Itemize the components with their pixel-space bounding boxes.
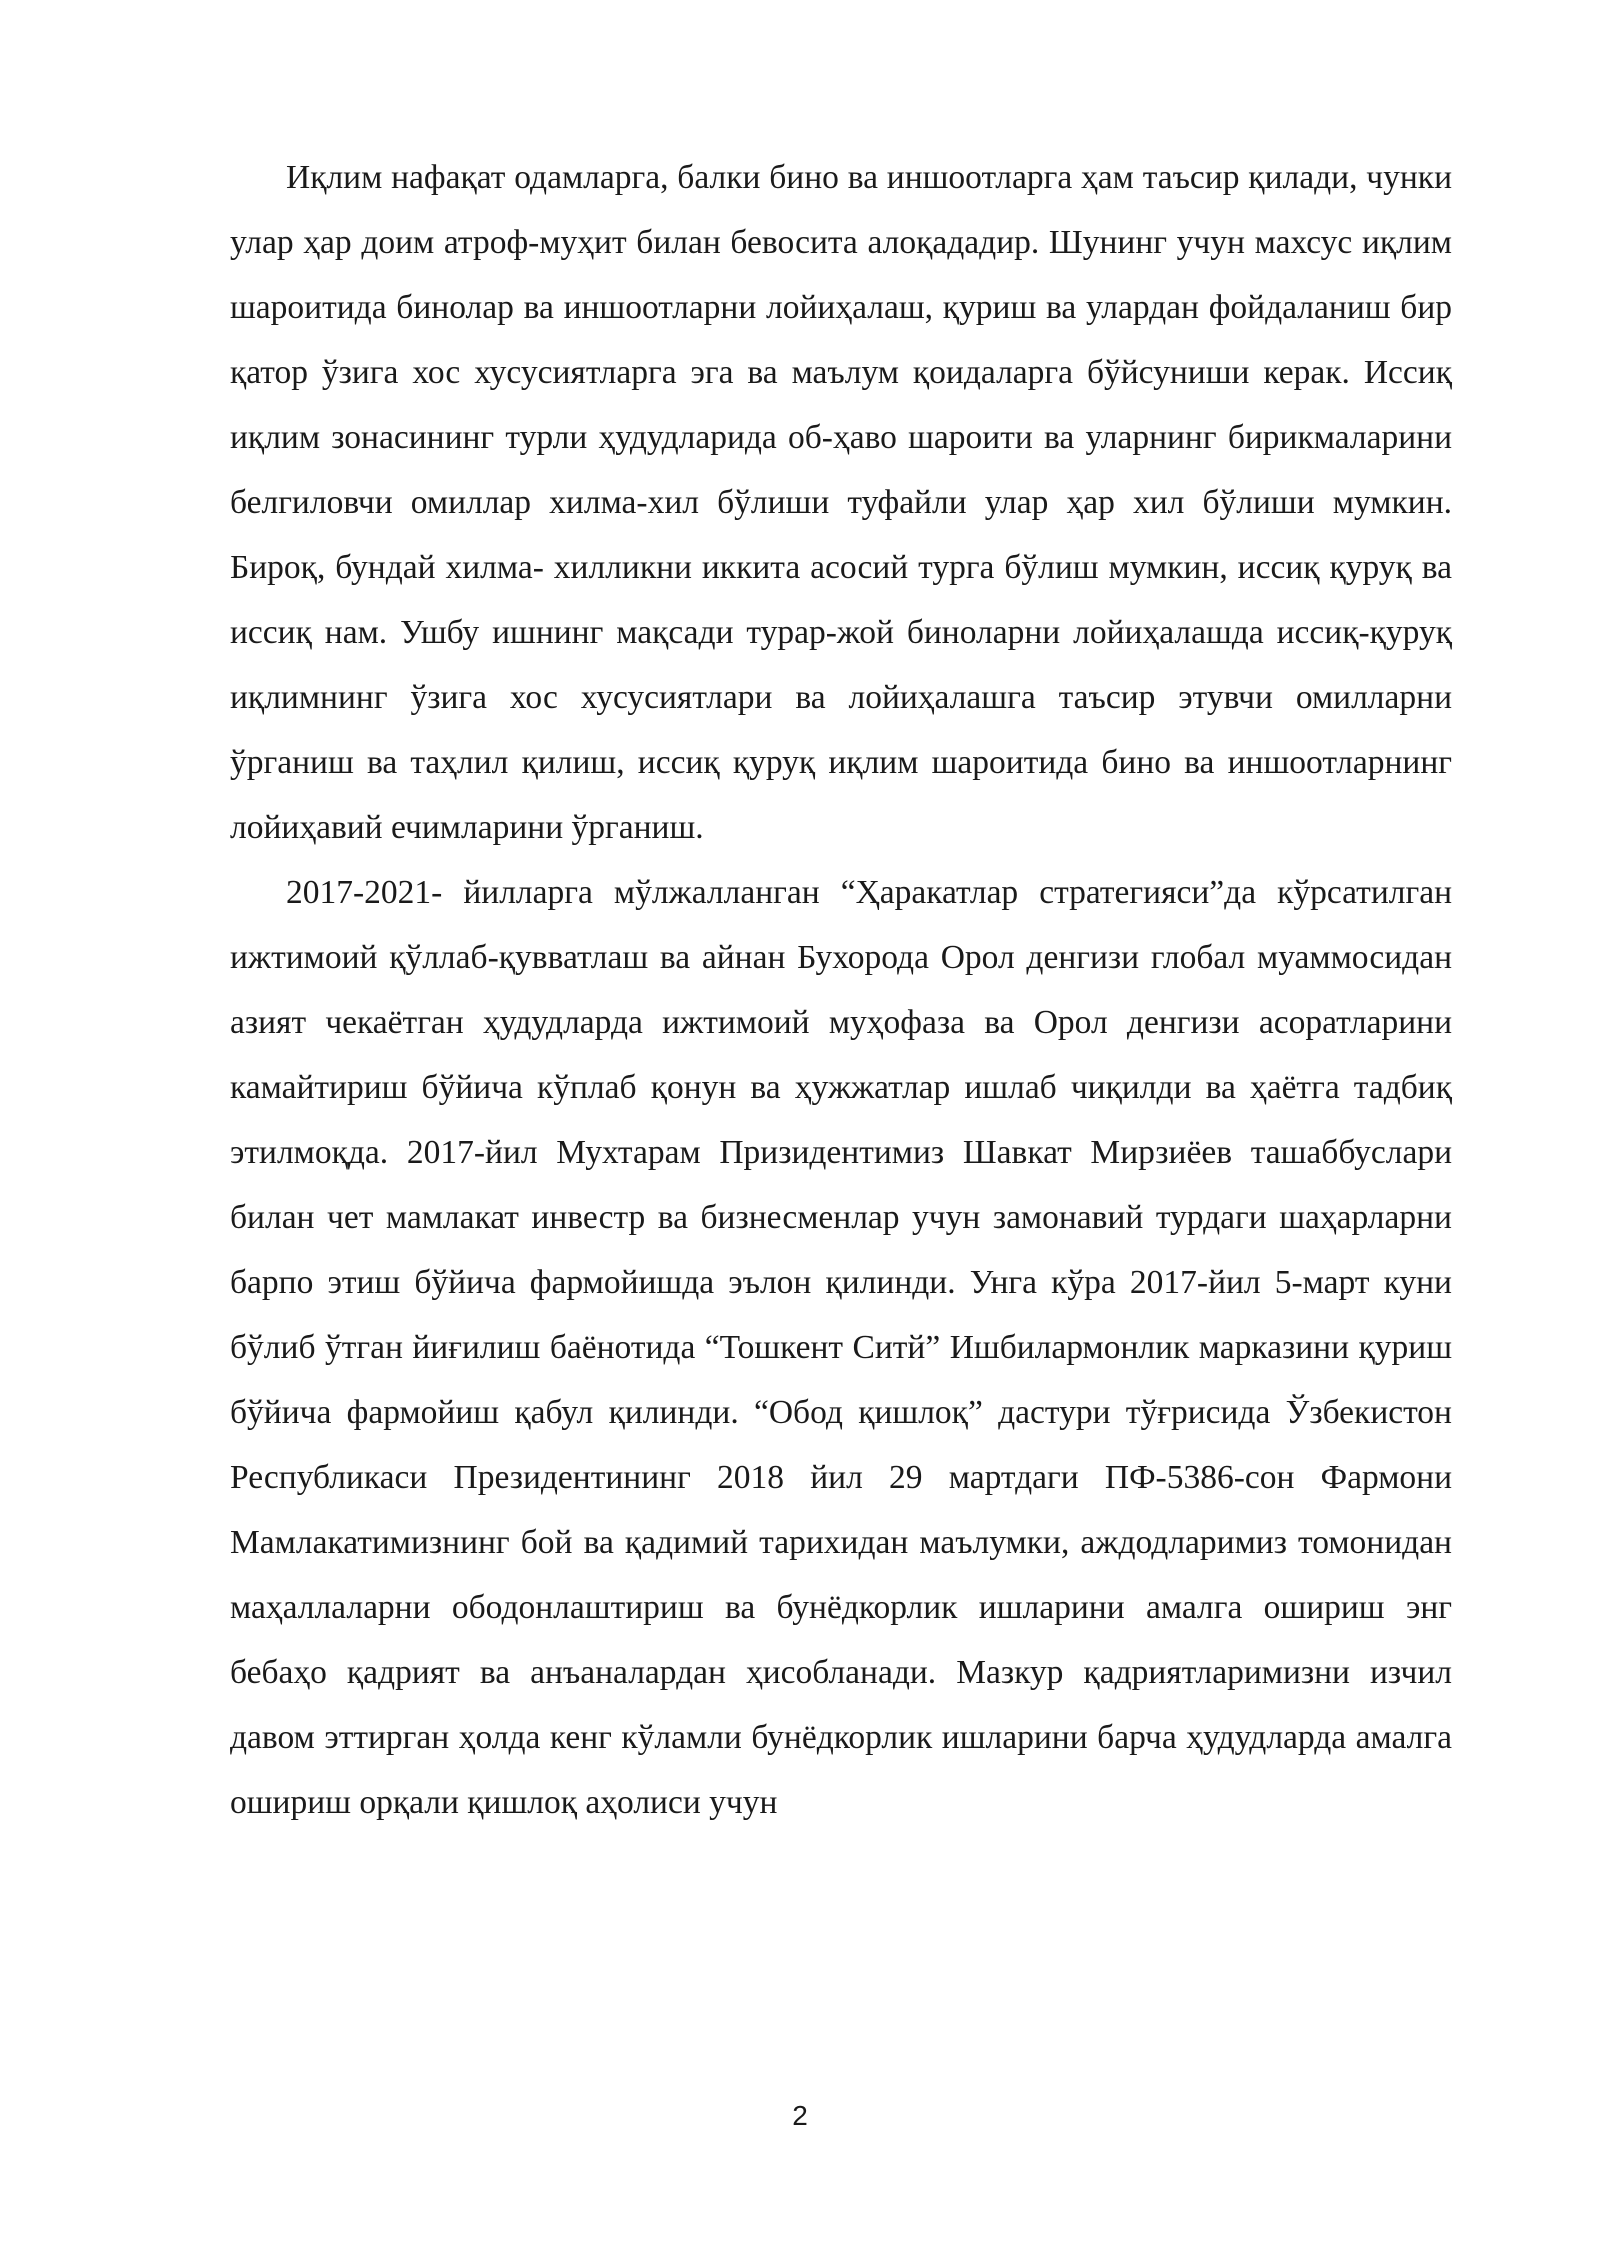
paragraph-strategy: 2017-2021- йилларга мўлжалланган “Ҳаракатлар стратегияси”да кўрсатилган ижтимоий қўллаб-қувватлаш ва айнан Бухорода Орол денгизи глобал муаммосидан азият чекаётган ҳудудларда ижтимоий муҳофаза ва Орол денгизи асоратларини камайтириш бўйича кўплаб қонун ва ҳужжатлар ишлаб чиқилди ва ҳаётга тадбиқ этилмоқда. 2017-йил Мухтарам Призидентимиз Шавкат Мирзиёев ташаббуслари билан чет мамлакат инвестр ва бизнесменлар учун замонавий турдаги шаҳарларни барпо этиш бўйича фармойишда эълон қилинди. Унга кўра 2017-йил 5-март куни бўлиб ўтган йиғилиш баёнотида “Тошкент Ситй” Ишбилармонлик марказини қуриш бўйича фармойиш қабул қилинди. “Обод қишлоқ” дастури тўғрисида Ўзбекистон Республикаси Президентининг 2018 йил 29 мартдаги ПФ-5386-сон Фармони Мамлакатимизнинг бой ва қадимий тарихидан маълумки, аждодларимиз томонидан маҳаллаларни ободонлаштириш ва бунёдкорлик ишларини амалга ошириш энг бебаҳо қадрият ва анъаналардан ҳисобланади. Мазкур қадриятларимизни изчил давом эттирган ҳолда кенг кўламли бунёдкорлик ишларини барча ҳудудларда амалга ошириш орқали қишлоқ аҳолиси учун bbox=[230, 874, 1452, 1821]
paragraph-climate: Иқлим нафақат одамларга, балки бино ва иншоотларга ҳам таъсир қилади, чунки улар ҳар доим атроф-муҳит билан бевосита алоқададир. Шунинг учун махсус иқлим шароитида бинолар ва иншоотларни лойиҳалаш, қуриш ва улардан фойдаланиш бир қатор ўзига хос хусусиятларга эга ва маълум қоидаларга бўйсуниши керак. Иссиқ иқлим зонасининг турли ҳудудларида об-ҳаво шароити ва уларнинг бирикмаларини белгиловчи омиллар хилма-хил бўлиши туфайли улар ҳар хил бўлиши мумкин. Бироқ, бундай хилма- хилликни иккита асосий турга бўлиш мумкин, иссиқ қуруқ ва иссиқ нам. Ушбу ишнинг мақсади турар-жой биноларни лойиҳалашда иссиқ-қуруқ иқлимнинг ўзига хос хусусиятлари ва лойиҳалашга таъсир этувчи омилларни ўрганиш ва таҳлил қилиш, иссиқ қуруқ иқлим шароитида бино ва иншоотларнинг лойиҳавий ечимларини ўрганиш. bbox=[230, 159, 1452, 846]
page-number: 2 bbox=[792, 2100, 808, 2131]
body-text bbox=[230, 145, 1452, 1835]
